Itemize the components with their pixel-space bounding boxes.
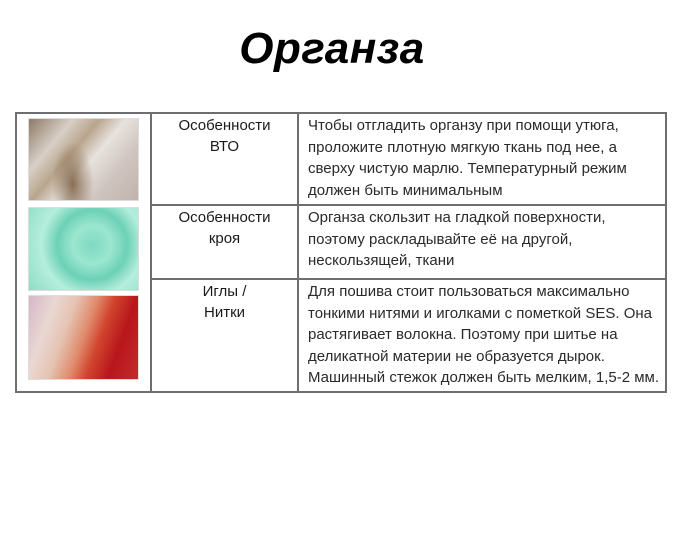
label-line: Особенности [178, 117, 271, 134]
label-line: Иглы / [202, 283, 247, 300]
row-description: Для пошива стоит пользоваться максимально тонкими нитями и иголками с пометкой SES. Она растягивает волокна. Поэтому при шитье на деликатной материи не образуется дырок. Машинный стежок должен быть мелким, 1,5-2 мм. [308, 283, 660, 387]
table-row-cutting [152, 206, 665, 280]
row-description: Органза скользит на гладкой поверхности, поэтому раскладывайте её на другой, нескользящей, ткани [308, 209, 606, 270]
label-line: Нитки [203, 304, 246, 321]
table-row-needles-threads [152, 280, 665, 391]
table-row-ironing [152, 114, 665, 206]
mint-organza-image [28, 207, 139, 291]
row-label [152, 280, 299, 391]
row-description: Чтобы отгладить органзу при помощи утюга, проложите плотную мягкую ткань под нее, а сверху чистую марлю. Температурный режим должен быть минимальным [308, 117, 627, 199]
row-label [152, 114, 299, 204]
beige-organza-image [28, 118, 139, 201]
label-line: Особенности [178, 209, 271, 226]
page-title: Органза [239, 24, 425, 73]
image-column [17, 114, 152, 391]
label-line: ВТО [209, 138, 240, 155]
red-organza-image [28, 295, 139, 380]
organza-info-table [15, 112, 667, 393]
row-label [152, 206, 299, 278]
label-line: кроя [208, 230, 241, 247]
